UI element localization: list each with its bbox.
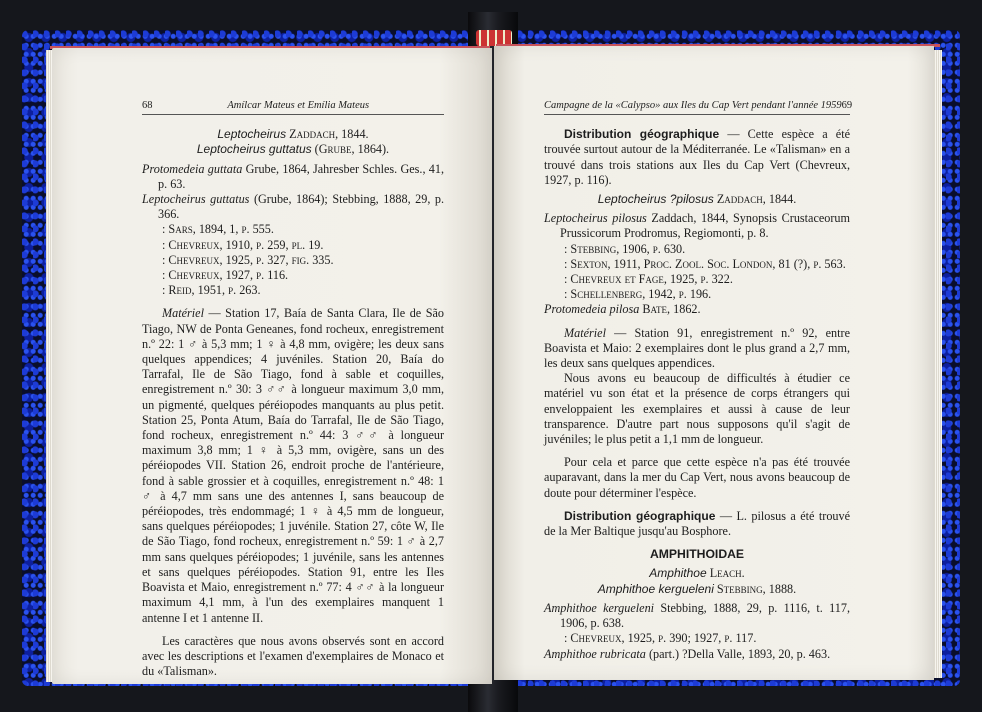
left-page-content xyxy=(142,98,444,679)
reference-line: : Sars, 1894, 1, p. 555. xyxy=(162,222,274,237)
synonymy-entry: Leptocheirus guttatus (Grube, 1864); Stebbing, 1888, 29, p. 366. xyxy=(142,192,445,222)
reference-line: : Schellenberg, 1942, p. 196. xyxy=(564,287,712,302)
distribution-paragraph: Distribution géographique — L. pilosus a été trouvé de la Mer Baltique jusqu'au Bosphore. xyxy=(544,508,851,539)
family-heading: AMPHITHOIDAE xyxy=(649,547,745,562)
species-heading: Leptocheirus guttatus (Grube, 1864). xyxy=(196,142,390,157)
reference-line: : Chevreux et Fage, 1925, p. 322. xyxy=(564,272,733,287)
genus-heading: Amphithoe Leach. xyxy=(649,566,745,581)
synonymy-entry: Leptocheirus pilosus Zaddach, 1844, Synopsis Crustaceorum Prussicorum Prodromus, Regiomonti, p. 8. xyxy=(544,211,851,241)
reference-line: : Chevreux, 1927, p. 116. xyxy=(162,268,289,283)
body-paragraph: Pour cela et parce que cette espèce n'a pas été trouvée auparavant, dans la mer du Cap Vert, nous avons beaucoup de doute pour déterminer l'espèce. xyxy=(544,455,850,500)
reference-line: : Reid, 1951, p. 263. xyxy=(162,283,261,298)
materiel-paragraph: Matériel — Station 91, enregistrement n.º 92, entre Boavista et Maio: 2 exemplaires dont le plus grand a 2,7 mm, les deux sans quelques appendices. xyxy=(544,325,851,371)
page-number: 69 xyxy=(841,100,853,111)
synonymy-entry: Amphithoe kergueleni Stebbing, 1888, 29, p. 1116, t. 117, 1906, p. 638. xyxy=(544,600,850,631)
page-number: 68 xyxy=(142,100,153,111)
species-heading: Amphithoe kergueleni Stebbing, 1888. xyxy=(597,581,797,596)
reference-line: : Stebbing, 1906, p. 630. xyxy=(564,241,686,256)
synonymy-entry: Protomedeia pilosa Bate, 1862. xyxy=(544,302,701,317)
closing-paragraph: Les caractères que nous avons observés sont en accord avec les descriptions et l'examen d'exemplaires de Monaco et du «Talisman». xyxy=(142,633,444,679)
running-head: Amílcar Mateus et Emília Mateus xyxy=(227,100,370,111)
reference-line: : Chevreux, 1925, p. 327, fig. 335. xyxy=(162,252,334,267)
right-page-content xyxy=(544,98,853,662)
distribution-paragraph: Distribution géographique — Cette espèce a été trouvée surtout autour de la Méditerranée. Le «Talisman» en a trouvé dans trois stations aux Iles du Cap Vert (Chevreux, 1927, p. 116). xyxy=(544,127,851,187)
materiel-paragraph: Matériel — Station 17, Baía de Santa Clara, Ile de São Tiago, NW de Ponta Geneanes, fond rocheux, enregistrement n.º 22: 1 ♂ à 5,3 mm; 1 ♀ à 4,8 mm, ovigère; les deux sans quelques appendices; 4 juvéniles. Station 20, Baía do Tarrafal, Ile de São Tiago, fond à sable et coquilles, enregistrement n.º 30: 3 ♂♂ à longueur maximum 3,0 mm, un pigmenté, quelques péréiopodes manquants au plus petit. Station 25, Ponta Atum, Baía do Tarrafal, Ile de São Tiago, fond rocheux, enregistrement n.º 44: 3 ♂♂ à longueur maximum 3,8 mm; 1 ♀ à 5,3 mm, ovigère, sans un des péréiopodes VII. Station 26, endroit proche de l'antérieure, fond à sable grossier et à coquilles, enregistrement n.º 48: 1 ♂ à 4,7 mm sans une des antennes I, sans beaucoup de péréiopodes, très endommagé; 1 ♀ à 4,5 mm de longueur, sans quelques péréiopodes; 1 juvénile. Station 27, côte W, Ile de São Tiago, fond rocheux, enregistrement n.º 59: 1 ♂ à 2,7 mm sans quelques péréiopodes; 1 juvénile, sans les antennes et sans quelques péréiopodes. Station 91, entre les Iles Boavista et Maio, enregistrement n.º 77: 4 ♂♂ à la longueur maximum 4,1 mm, à l'un des exemplaires manquent 1 antenne I et 1 antenne II. xyxy=(142,306,445,625)
genus-heading: Leptocheirus Zaddach, 1844. xyxy=(217,127,369,142)
running-head: Campagne de la «Calypso» aux Iles du Cap Vert pendant l'année 1959 xyxy=(544,100,842,111)
reference-line: : Chevreux, 1925, p. 390; 1927, p. 117. xyxy=(564,631,757,646)
body-paragraph: Nous avons eu beaucoup de difficultés à étudier ce matériel vu son état et la présence de corps étrangers qui enveloppaient les exemplaires et aussi à cause de leur transparence. D'autre part nous supposons qu'il s'agit de juvéniles; le plus petit a 1,1 mm de longueur. xyxy=(544,371,850,447)
synonymy-entry: Protomedeia guttata Grube, 1864, Jahresber Schles. Ges., 41, p. 63. xyxy=(142,161,444,191)
synonymy-entry: Amphithoe rubricata (part.) ?Della Valle, 1893, 20, p. 463. xyxy=(544,646,831,661)
right-running-header xyxy=(544,98,853,115)
reference-line: : Chevreux, 1910, p. 259, pl. 19. xyxy=(162,237,324,252)
left-running-header xyxy=(142,98,444,115)
species-heading: Leptocheirus ?pilosus Zaddach, 1844. xyxy=(597,192,797,207)
reference-line: : Sexton, 1911, Proc. Zool. Soc. London, 81 (?), p. 563. xyxy=(564,256,846,271)
